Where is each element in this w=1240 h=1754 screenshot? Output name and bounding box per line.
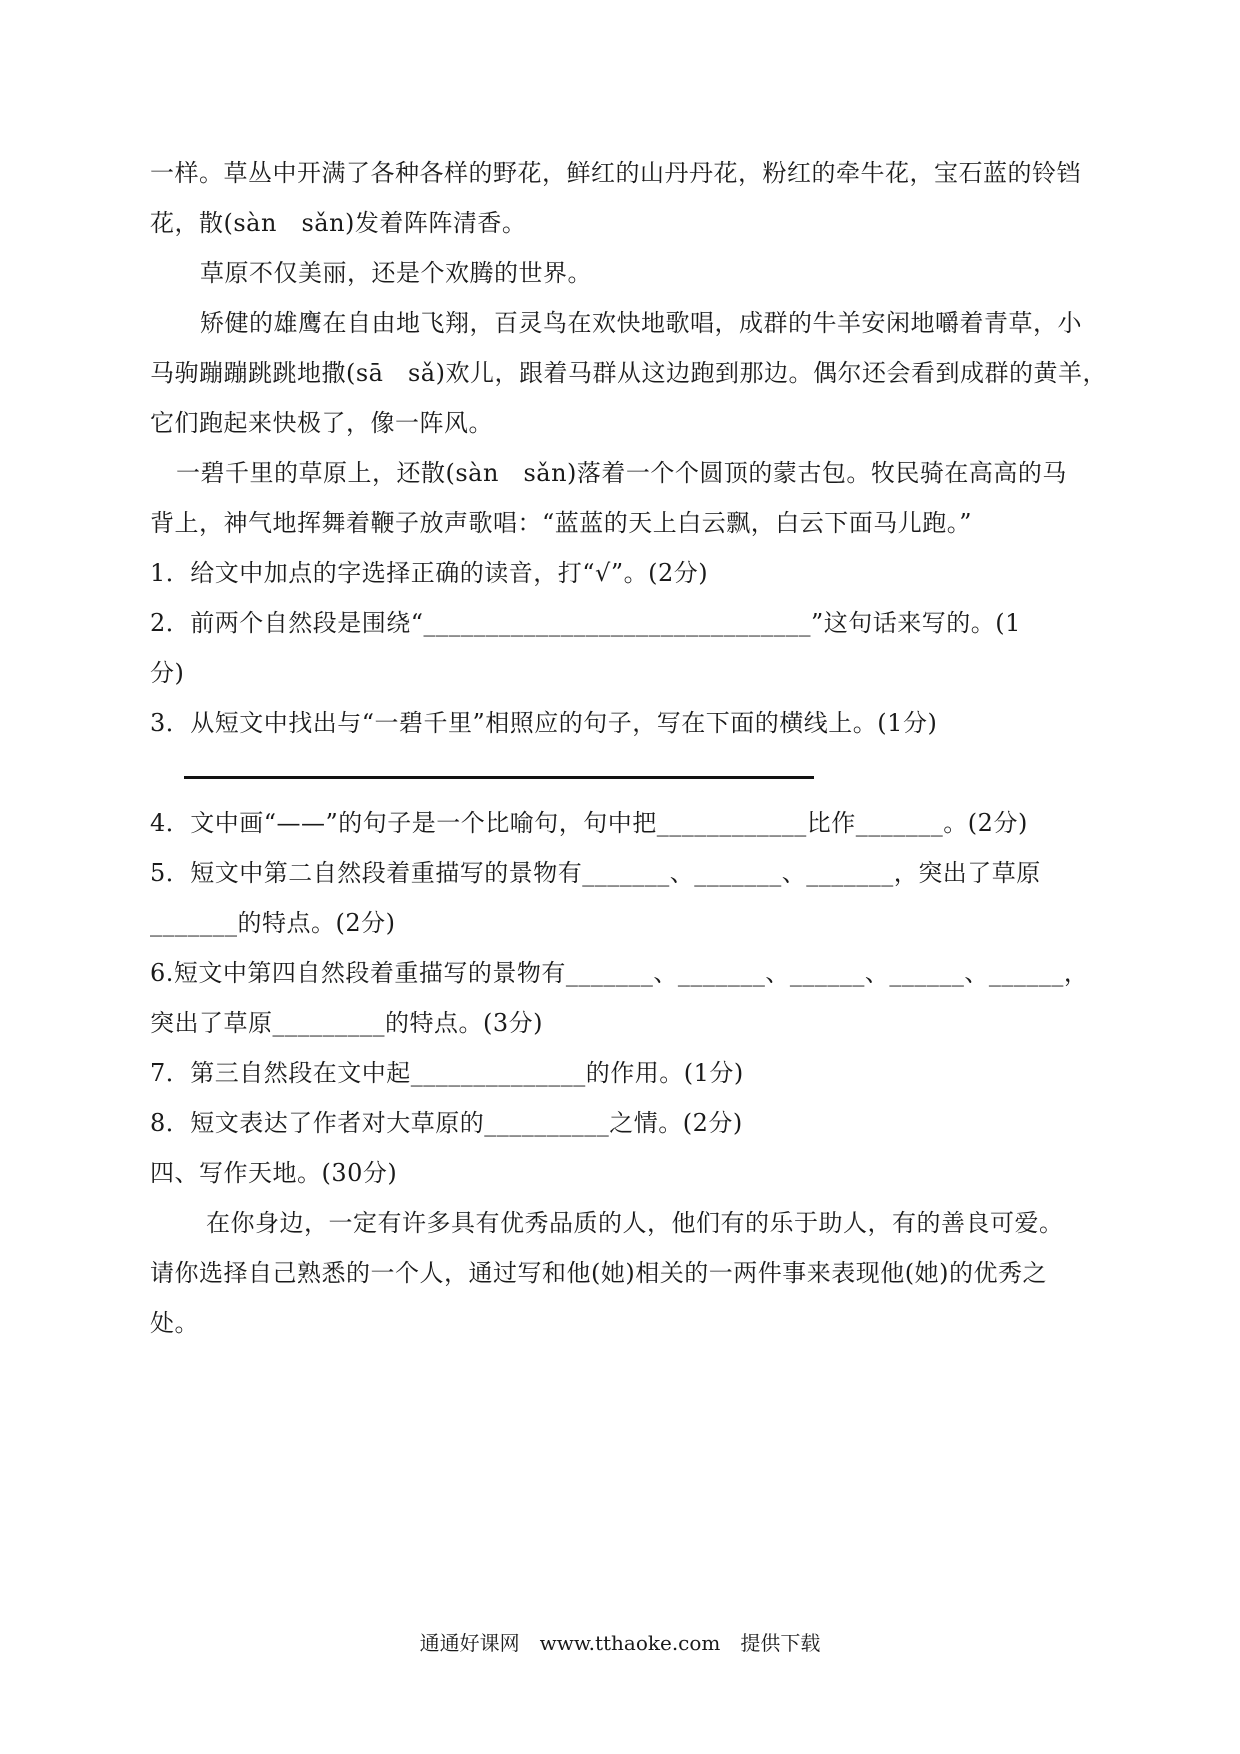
question-4: 4．文中画“——”的句子是一个比喻句，句中把____________比作_______。(2分)	[150, 809, 1028, 837]
question-8: 8．短文表达了作者对大草原的__________之情。(2分)	[150, 1109, 743, 1137]
passage-line: 花，散(sàn sǎn)发着阵阵清香。	[150, 209, 527, 237]
question-3: 3．从短文中找出与“一碧千里”相照应的句子，写在下面的横线上。(1分)	[150, 709, 938, 737]
passage-line: 一样。草丛中开满了各种各样的野花，鲜红的山丹丹花，粉红的牵牛花，宝石蓝的铃铛	[150, 159, 1081, 187]
question-5: 5．短文中第二自然段着重描写的景物有_______、_______、_______，突出了草原	[150, 859, 1041, 887]
answer-rule	[184, 776, 814, 779]
writing-prompt-line: 处。	[150, 1309, 199, 1337]
writing-heading: 四、写作天地。(30分)	[150, 1159, 398, 1187]
question-1: 1．给文中加点的字选择正确的读音，打“√”。(2分)	[150, 559, 709, 587]
passage-line: 草原不仅美丽，还是个欢腾的世界。	[200, 259, 592, 287]
footer-credit: 通通好课网 www.tthaoke.com 提供下载	[419, 1631, 821, 1655]
passage-line: 它们跑起来快极了，像一阵风。	[150, 409, 493, 437]
passage-line: 一碧千里的草原上，还散(sàn sǎn)落着一个个圆顶的蒙古包。牧民骑在高高的马	[176, 459, 1067, 487]
worksheet-page	[150, 148, 1107, 1348]
question-2-continued: 分)	[150, 659, 185, 687]
question-7: 7．第三自然段在文中起______________的作用。(1分)	[150, 1059, 744, 1087]
question-5-continued: _______的特点。(2分)	[150, 909, 396, 937]
passage-line: 矫健的雄鹰在自由地飞翔，百灵鸟在欢快地歌唱，成群的牛羊安闲地嚼着青草，小	[200, 309, 1082, 337]
passage-line: 马驹蹦蹦跳跳地撒(sā sǎ)欢儿，跟着马群从这边跑到那边。偶尔还会看到成群的黄羊，	[150, 359, 1107, 387]
writing-prompt-line: 在你身边，一定有许多具有优秀品质的人，他们有的乐于助人，有的善良可爱。	[206, 1209, 1064, 1237]
passage-line: 背上，神气地挥舞着鞭子放声歌唱：“蓝蓝的天上白云飘，白云下面马儿跑。”	[150, 509, 973, 537]
writing-prompt-line: 请你选择自己熟悉的一个人，通过写和他(她)相关的一两件事来表现他(她)的优秀之	[150, 1259, 1047, 1287]
question-2: 2．前两个自然段是围绕“_______________________________”这句话来写的。(1	[150, 609, 1021, 637]
question-6: 6.短文中第四自然段着重描写的景物有_______、_______、______、______、______，	[150, 959, 1089, 987]
question-6-continued: 突出了草原_________的特点。(3分)	[150, 1009, 543, 1037]
answer-line	[150, 748, 1100, 798]
